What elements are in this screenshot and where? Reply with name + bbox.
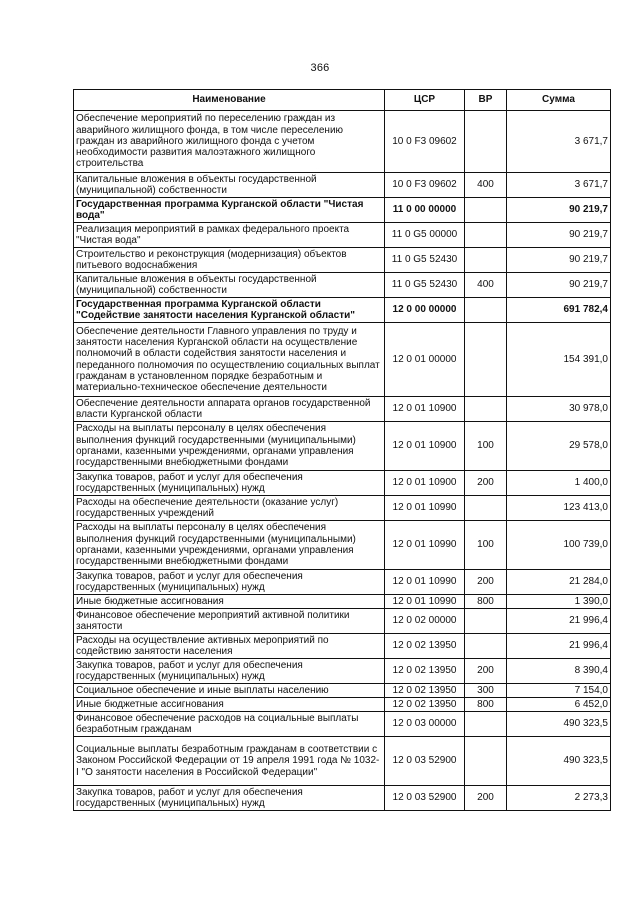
table-row [74,111,611,173]
cell-sum: 90 219,7 [507,223,611,248]
cell-csr: 12 0 02 13950 [385,698,465,712]
cell-vr: 800 [465,698,507,712]
table-row [74,298,611,323]
cell-sum: 21 996,4 [507,609,611,634]
cell-sum: 6 452,0 [507,698,611,712]
table-row [74,198,611,223]
table-row [74,397,611,422]
table-row [74,323,611,397]
cell-sum: 7 154,0 [507,684,611,698]
table-row [74,737,611,786]
cell-name: Закупка товаров, работ и услуг для обеспечения государственных (муниципальных) нужд [74,786,385,811]
cell-name: Обеспечение деятельности Главного управления по труду и занятости населения Курганской области на осуществление полномочий в области содействия занятости населения и переданного полномочия по осуществлению социальных выплат гражданам в установленном порядке безработным и материально-техническое обеспечение деятельности [74,323,385,397]
table-row [74,223,611,248]
cell-name: Финансовое обеспечение расходов на социальные выплаты безработным гражданам [74,712,385,737]
table-row [74,684,611,698]
cell-vr [465,198,507,223]
cell-sum: 3 671,7 [507,173,611,198]
table-row [74,422,611,471]
cell-sum: 490 323,5 [507,737,611,786]
table-row [74,570,611,595]
cell-sum: 8 390,4 [507,659,611,684]
header-csr: ЦСР [385,90,465,111]
cell-name: Социальные выплаты безработным гражданам в соответствии с Законом Российской Федерации от 19 апреля 1991 года № 1032-I "О занятости населения в Российской Федерации" [74,737,385,786]
cell-name: Расходы на осуществление активных мероприятий по содействию занятости населения [74,634,385,659]
table-row [74,521,611,570]
table-row [74,496,611,521]
cell-sum: 21 996,4 [507,634,611,659]
table-row [74,471,611,496]
header-sum: Сумма [507,90,611,111]
cell-vr [465,712,507,737]
table-row [74,273,611,298]
cell-csr: 12 0 02 13950 [385,634,465,659]
cell-name: Социальное обеспечение и иные выплаты населению [74,684,385,698]
cell-csr: 11 0 G5 52430 [385,248,465,273]
cell-csr: 12 0 02 13950 [385,684,465,698]
cell-sum: 2 273,3 [507,786,611,811]
cell-vr: 300 [465,684,507,698]
cell-vr [465,737,507,786]
cell-sum: 1 390,0 [507,595,611,609]
cell-vr: 100 [465,422,507,471]
table-row [74,698,611,712]
cell-vr [465,248,507,273]
budget-table [73,89,611,811]
table-row [74,609,611,634]
cell-csr: 12 0 01 10900 [385,397,465,422]
cell-vr: 800 [465,595,507,609]
cell-vr [465,496,507,521]
cell-vr: 400 [465,273,507,298]
cell-sum: 154 391,0 [507,323,611,397]
cell-vr [465,634,507,659]
cell-name: Закупка товаров, работ и услуг для обеспечения государственных (муниципальных) нужд [74,471,385,496]
cell-csr: 12 0 02 13950 [385,659,465,684]
cell-vr: 400 [465,173,507,198]
header-vr: ВР [465,90,507,111]
cell-vr [465,111,507,173]
cell-vr: 200 [465,471,507,496]
cell-name: Закупка товаров, работ и услуг для обеспечения государственных (муниципальных) нужд [74,659,385,684]
cell-csr: 12 0 01 10990 [385,595,465,609]
cell-sum: 90 219,7 [507,248,611,273]
cell-csr: 12 0 01 10900 [385,471,465,496]
cell-vr: 200 [465,786,507,811]
table-body [74,111,611,811]
cell-name: Иные бюджетные ассигнования [74,595,385,609]
table-row [74,712,611,737]
cell-name: Реализация мероприятий в рамках федерального проекта "Чистая вода" [74,223,385,248]
cell-csr: 12 0 01 10900 [385,422,465,471]
cell-csr: 12 0 01 10990 [385,521,465,570]
cell-csr: 11 0 G5 52430 [385,273,465,298]
cell-csr: 10 0 F3 09602 [385,111,465,173]
cell-sum: 29 578,0 [507,422,611,471]
page-number: 366 [310,62,330,74]
cell-vr: 100 [465,521,507,570]
cell-vr [465,298,507,323]
cell-name: Государственная программа Курганской области "Чистая вода" [74,198,385,223]
cell-vr [465,223,507,248]
cell-csr: 12 0 01 10990 [385,570,465,595]
cell-sum: 691 782,4 [507,298,611,323]
cell-csr: 12 0 01 10990 [385,496,465,521]
table-row [74,786,611,811]
cell-csr: 11 0 00 00000 [385,198,465,223]
cell-name: Обеспечение деятельности аппарата органов государственной власти Курганской области [74,397,385,422]
cell-csr: 12 0 03 00000 [385,712,465,737]
cell-sum: 1 400,0 [507,471,611,496]
cell-sum: 21 284,0 [507,570,611,595]
cell-csr: 12 0 03 52900 [385,737,465,786]
cell-name: Расходы на обеспечение деятельности (оказание услуг) государственных учреждений [74,496,385,521]
cell-name: Финансовое обеспечение мероприятий активной политики занятости [74,609,385,634]
cell-sum: 100 739,0 [507,521,611,570]
cell-vr [465,323,507,397]
cell-vr [465,397,507,422]
cell-sum: 3 671,7 [507,111,611,173]
cell-name: Расходы на выплаты персоналу в целях обеспечения выполнения функций государственными (муниципальными) органами, казенными учреждениями, органами управления государственными внебюджетными фондами [74,422,385,471]
table-row [74,634,611,659]
cell-csr: 12 0 03 52900 [385,786,465,811]
cell-sum: 90 219,7 [507,273,611,298]
cell-sum: 30 978,0 [507,397,611,422]
cell-vr [465,609,507,634]
cell-sum: 90 219,7 [507,198,611,223]
cell-sum: 490 323,5 [507,712,611,737]
cell-sum: 123 413,0 [507,496,611,521]
cell-vr: 200 [465,570,507,595]
table-header [74,90,611,111]
cell-name: Строительство и реконструкция (модернизация) объектов питьевого водоснабжения [74,248,385,273]
table-row [74,248,611,273]
cell-csr: 10 0 F3 09602 [385,173,465,198]
cell-csr: 12 0 02 00000 [385,609,465,634]
cell-csr: 12 0 00 00000 [385,298,465,323]
cell-csr: 12 0 01 00000 [385,323,465,397]
cell-name: Иные бюджетные ассигнования [74,698,385,712]
table-row [74,595,611,609]
cell-name: Обеспечение мероприятий по переселению граждан из аварийного жилищного фонда, в том числе переселению граждан из аварийного жилищного фонда с учетом необходимости развития малоэтажного жилищного строительства [74,111,385,173]
cell-name: Государственная программа Курганской области "Содействие занятости населения Курганской области" [74,298,385,323]
cell-name: Капитальные вложения в объекты государственной (муниципальной) собственности [74,273,385,298]
table-row [74,659,611,684]
header-name: Наименование [74,90,385,111]
cell-csr: 11 0 G5 00000 [385,223,465,248]
cell-name: Закупка товаров, работ и услуг для обеспечения государственных (муниципальных) нужд [74,570,385,595]
cell-name: Капитальные вложения в объекты государственной (муниципальной) собственности [74,173,385,198]
table-row [74,173,611,198]
cell-vr: 200 [465,659,507,684]
header-row [74,90,611,111]
cell-name: Расходы на выплаты персоналу в целях обеспечения выполнения функций государственными (муниципальными) органами, казенными учреждениями, органами управления государственными внебюджетными фондами [74,521,385,570]
